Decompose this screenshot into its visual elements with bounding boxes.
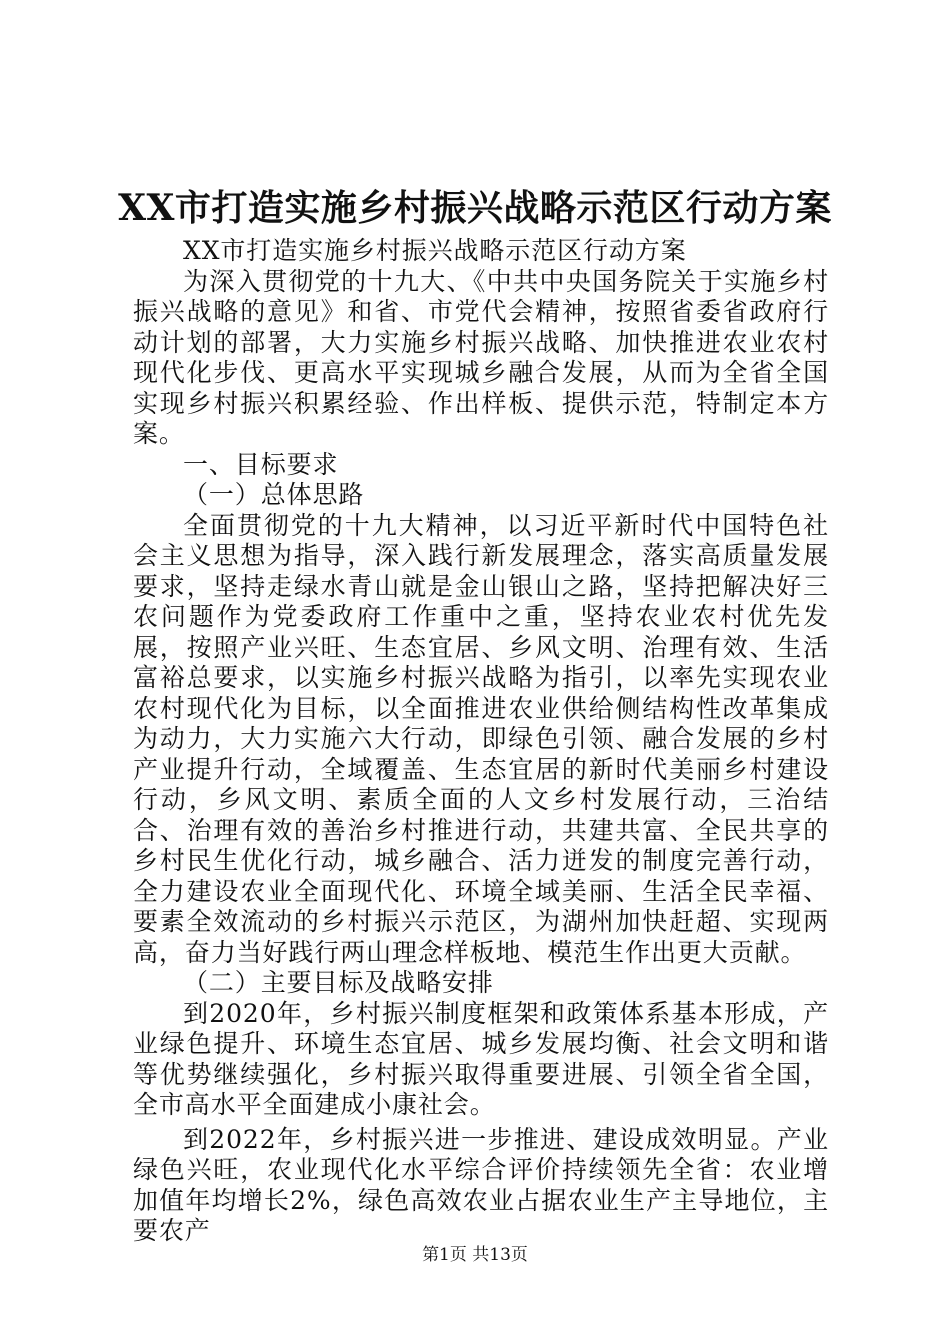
- intro-paragraph: 为深入贯彻党的十九大、《中共中央国务院关于实施乡村振兴战略的意见》和省、市党代会精神，按照省委省政府行动计划的部署，大力实施乡村振兴战略、加快推进农业农村现代化步伐、更高水平实现城乡融合发展，从而为全省全国实现乡村振兴积累经验、作出样板、提供示范，特制定本方案。: [133, 266, 829, 448]
- document-title: XX市打造实施乡村振兴战略示范区行动方案: [118, 187, 832, 229]
- page-footer: 第1页 共13页: [422, 1245, 528, 1265]
- body-paragraph: 到2022年，乡村振兴进一步推进、建设成效明显。产业绿色兴旺，农业现代化水平综合评价持续领先全省：农业增加值年均增长2%，绿色高效农业占据农业生产主导地位，主要农产: [133, 1124, 829, 1245]
- section-heading: 一、目标要求: [183, 449, 339, 479]
- subsection-heading: （二）主要目标及战略安排: [183, 968, 494, 997]
- subtitle-paragraph: XX市打造实施乡村振兴战略示范区行动方案: [183, 236, 687, 265]
- body-paragraph: 全面贯彻党的十九大精神，以习近平新时代中国特色社会主义思想为指导，深入践行新发展理念，落实高质量发展要求，坚持走绿水青山就是金山银山之路，坚持把解决好三农问题作为党委政府工作重中之重，坚持农业农村优先发展，按照产业兴旺、生态宜居、乡风文明、治理有效、生活富裕总要求，以实施乡村振兴战略为指引，以率先实现农业农村现代化为目标，以全面推进农业供给侧结构性改革集成为动力，大力实施六大行动，即绿色引领、融合发展的乡村产业提升行动，全域覆盖、生态宜居的新时代美丽乡村建设行动，乡风文明、素质全面的人文乡村发展行动，三治结合、治理有效的善治乡村推进行动，共建共富、全民共享的乡村民生优化行动，城乡融合、活力迸发的制度完善行动，全力建设农业全面现代化、环境全域美丽、生活全民幸福、要素全效流动的乡村振兴示范区，为湖州加快赶超、实现两高，奋力当好践行两山理念样板地、模范生作出更大贡献。: [133, 510, 829, 967]
- subsection-heading: （一）总体思路: [183, 480, 365, 509]
- document-body: [133, 236, 829, 1247]
- body-paragraph: 到2020年，乡村振兴制度框架和政策体系基本形成，产业绿色提升、环境生态宜居、城乡发展均衡、社会文明和谐等优势继续强化，乡村振兴取得重要进展、引领全省全国，全市高水平全面建成小康社会。: [133, 998, 829, 1119]
